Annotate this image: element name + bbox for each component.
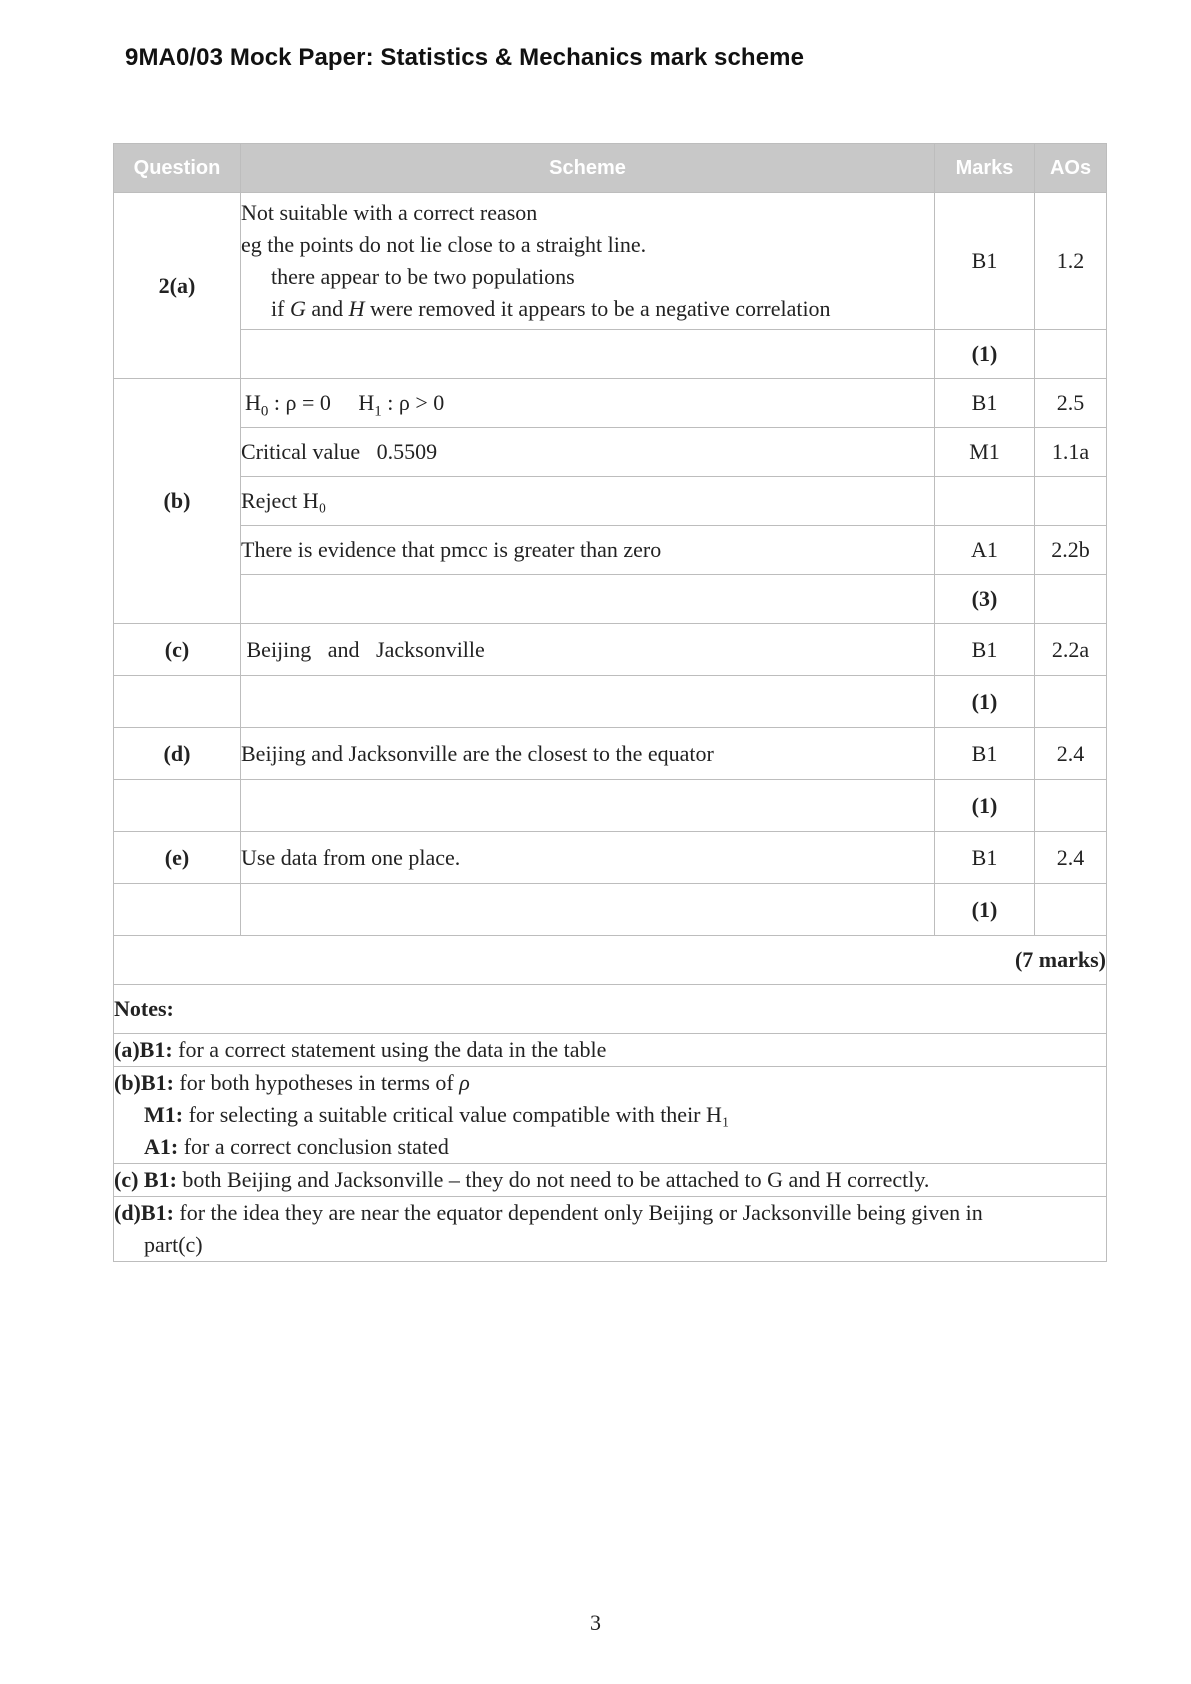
scheme-line: eg the points do not lie close to a straight line. xyxy=(241,232,647,257)
scheme-cell: Reject H₀ xyxy=(241,477,935,526)
subtotal-cell: (1) xyxy=(935,780,1035,832)
scheme-line: there appear to be two populations xyxy=(271,264,575,289)
mark-cell: B1 xyxy=(935,379,1035,428)
subtotal-cell: (1) xyxy=(935,884,1035,936)
table-row xyxy=(114,936,1107,985)
page-number: 3 xyxy=(590,1610,601,1635)
table-row xyxy=(114,526,1107,575)
notes-heading: Notes: xyxy=(114,985,1107,1034)
table-row xyxy=(114,428,1107,477)
header-scheme: Scheme xyxy=(241,144,935,193)
question-label: (e) xyxy=(114,832,241,884)
ao-cell: 2.4 xyxy=(1035,832,1107,884)
ao-cell: 1.1a xyxy=(1035,428,1107,477)
total-marks: (7 marks) xyxy=(114,936,1107,985)
notes-row xyxy=(114,1197,1107,1262)
header-aos: AOs xyxy=(1035,144,1107,193)
mark-cell: M1 xyxy=(935,428,1035,477)
note-c: (c) B1: both Beijing and Jacksonville – they do not need to be attached to G and H correctly. xyxy=(114,1164,1107,1197)
mark-cell: A1 xyxy=(935,526,1035,575)
table-row xyxy=(114,728,1107,780)
notes-row xyxy=(114,1067,1107,1164)
ao-cell: 2.2b xyxy=(1035,526,1107,575)
note-d: (d)B1: for the idea they are near the equator dependent only Beijing or Jacksonville being given in part(c) xyxy=(114,1197,1107,1262)
ao-cell: 2.4 xyxy=(1035,728,1107,780)
ao-cell: 2.5 xyxy=(1035,379,1107,428)
question-label: (b) xyxy=(114,379,241,624)
notes-row xyxy=(114,1164,1107,1197)
scheme-line: Not suitable with a correct reason xyxy=(241,200,538,225)
scheme-cell xyxy=(241,193,935,330)
table-row xyxy=(114,330,1107,379)
table-row xyxy=(114,780,1107,832)
notes-row xyxy=(114,1034,1107,1067)
subtotal-cell: (1) xyxy=(935,330,1035,379)
header-marks: Marks xyxy=(935,144,1035,193)
subtotal-cell: (1) xyxy=(935,676,1035,728)
header-row xyxy=(114,144,1107,193)
notes-row xyxy=(114,985,1107,1034)
note-a: (a)B1: for a correct statement using the data in the table xyxy=(114,1034,1107,1067)
table-row xyxy=(114,575,1107,624)
table-row xyxy=(114,884,1107,936)
scheme-cell: Beijing and Jacksonville are the closest to the equator xyxy=(241,728,935,780)
scheme-cell: $H_0$ : ρ = 0 $H_1$ : ρ > 0 xyxy=(241,379,935,428)
question-label: 2(a) xyxy=(114,193,241,379)
table-row xyxy=(114,379,1107,428)
table-row xyxy=(114,832,1107,884)
scheme-cell: Use data from one place. xyxy=(241,832,935,884)
scheme-cell: Beijing and Jacksonville xyxy=(241,624,935,676)
note-b: (b)B1: for both hypotheses in terms of ρ M1: for selecting a suitable critical value compatible with their H₁ A1: for a correct conclusion stated xyxy=(114,1067,1107,1164)
mark-cell: B1 xyxy=(935,624,1035,676)
ao-cell: 1.2 xyxy=(1035,193,1107,330)
document-title: 9MA0/03 Mock Paper: Statistics & Mechanics mark scheme xyxy=(125,44,805,71)
ao-cell: 2.2a xyxy=(1035,624,1107,676)
table-row xyxy=(114,676,1107,728)
question-label: (c) xyxy=(114,624,241,676)
mark-cell: B1 xyxy=(935,193,1035,330)
header-question: Question xyxy=(114,144,241,193)
scheme-line: if G and H were removed it appears to be a negative correlation xyxy=(271,296,831,321)
question-label: (d) xyxy=(114,728,241,780)
subtotal-cell: (3) xyxy=(935,575,1035,624)
mark-cell: B1 xyxy=(935,728,1035,780)
table-row xyxy=(114,193,1107,330)
table-row xyxy=(114,477,1107,526)
table-row xyxy=(114,624,1107,676)
scheme-cell: Critical value 0.5509 xyxy=(241,428,935,477)
mark-scheme-table xyxy=(113,143,1107,1262)
scheme-cell: There is evidence that pmcc is greater than zero xyxy=(241,526,935,575)
mark-cell: B1 xyxy=(935,832,1035,884)
